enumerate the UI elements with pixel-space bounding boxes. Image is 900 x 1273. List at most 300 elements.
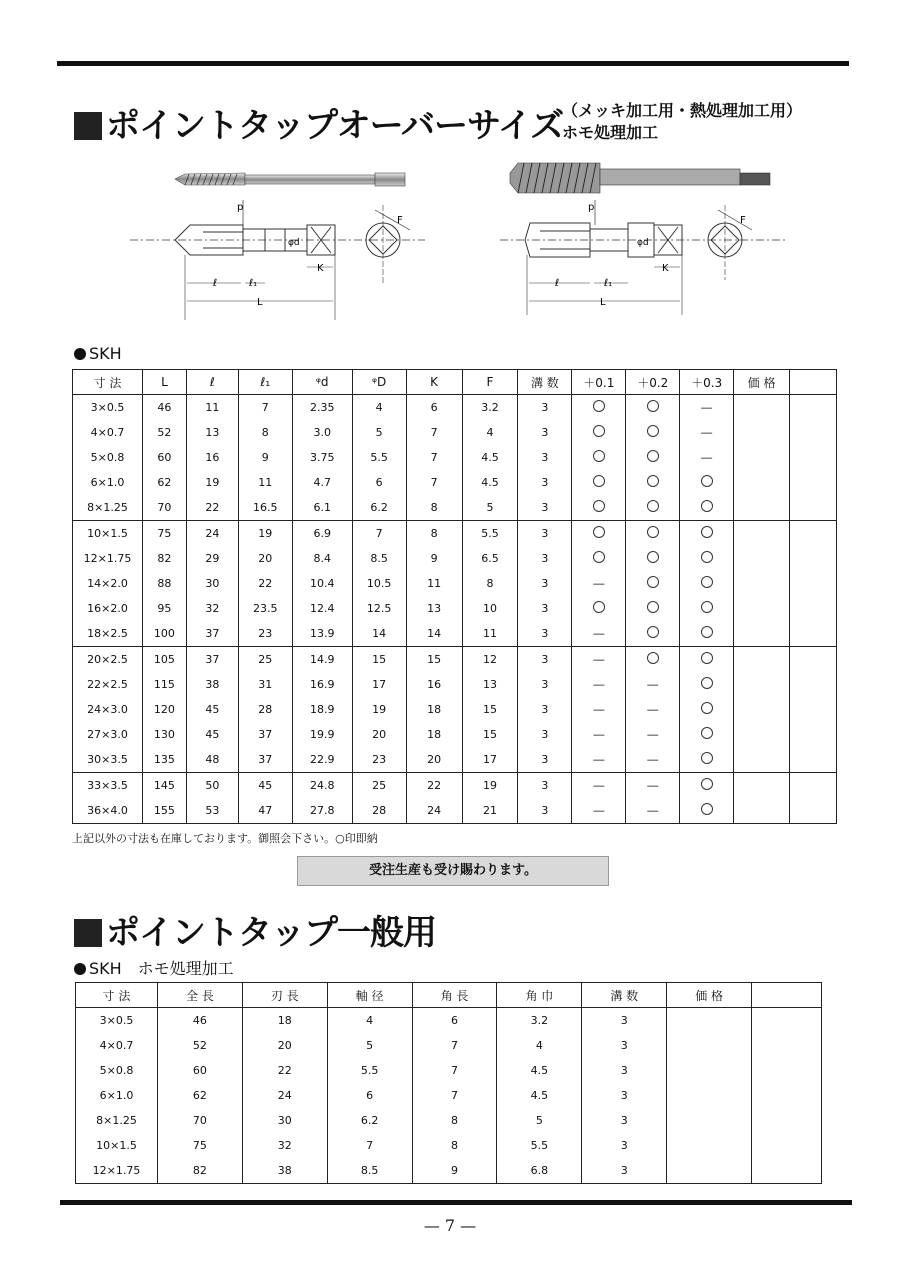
column-header: 軸 径 bbox=[327, 983, 412, 1008]
table-cell bbox=[734, 596, 790, 621]
column-header: 全 長 bbox=[157, 983, 242, 1008]
in-stock-circle-icon bbox=[701, 576, 713, 588]
table-row bbox=[73, 697, 837, 722]
table-cell bbox=[752, 1033, 822, 1058]
table-cell bbox=[734, 747, 790, 773]
table-cell: 3.0 bbox=[292, 420, 352, 445]
table-cell: 2.35 bbox=[292, 395, 352, 421]
table-cell: 19.9 bbox=[292, 722, 352, 747]
table-cell: 7 bbox=[238, 395, 292, 421]
table-cell: ― bbox=[626, 722, 680, 747]
table-cell bbox=[680, 470, 734, 495]
in-stock-circle-icon bbox=[647, 652, 659, 664]
table-cell bbox=[626, 395, 680, 421]
table-cell: 8 bbox=[412, 1108, 497, 1133]
table-cell: 60 bbox=[157, 1058, 242, 1083]
table-cell: 10×1.5 bbox=[73, 521, 143, 547]
heading2-text: ポイントタップ一般用 bbox=[106, 913, 436, 953]
table-cell: 10 bbox=[462, 596, 518, 621]
table-cell bbox=[752, 1133, 822, 1158]
in-stock-circle-icon bbox=[647, 551, 659, 563]
in-stock-circle-icon bbox=[701, 500, 713, 512]
table-row bbox=[73, 546, 837, 571]
table-cell bbox=[790, 420, 837, 445]
table-cell: 12×1.75 bbox=[73, 546, 143, 571]
table-cell: 27.8 bbox=[292, 798, 352, 824]
in-stock-circle-icon bbox=[701, 475, 713, 487]
table-cell: 3.75 bbox=[292, 445, 352, 470]
table-cell: 6.2 bbox=[327, 1108, 412, 1133]
table-cell bbox=[790, 697, 837, 722]
table-cell: 4.7 bbox=[292, 470, 352, 495]
table-cell: 7 bbox=[352, 521, 406, 547]
in-stock-circle-icon bbox=[593, 475, 605, 487]
column-header: ＋0.3 bbox=[680, 370, 734, 395]
table-cell: 4 bbox=[462, 420, 518, 445]
bottom-rule bbox=[60, 1200, 852, 1205]
column-header: 刃 長 bbox=[242, 983, 327, 1008]
square-bullet-icon bbox=[74, 112, 102, 140]
table-cell: 6.2 bbox=[352, 495, 406, 521]
table-cell: 18 bbox=[242, 1008, 327, 1034]
in-stock-circle-icon bbox=[701, 727, 713, 739]
table-cell: 4 bbox=[327, 1008, 412, 1034]
in-stock-circle-icon bbox=[701, 752, 713, 764]
table-cell: 11 bbox=[406, 571, 462, 596]
table-row bbox=[76, 1133, 822, 1158]
label-F-left: F bbox=[397, 215, 403, 226]
table-row bbox=[73, 495, 837, 521]
table-cell: 14×2.0 bbox=[73, 571, 143, 596]
tap-diagram-right bbox=[500, 155, 790, 325]
in-stock-circle-icon bbox=[647, 425, 659, 437]
table-cell: 4×0.7 bbox=[76, 1033, 158, 1058]
tap-diagram-left bbox=[125, 155, 435, 325]
table-cell bbox=[752, 1158, 822, 1184]
table-row bbox=[73, 470, 837, 495]
table-cell: 28 bbox=[238, 697, 292, 722]
table-cell bbox=[680, 521, 734, 547]
table-cell: 27×3.0 bbox=[73, 722, 143, 747]
label-l1-right: ℓ₁ bbox=[604, 278, 613, 289]
table-cell: 5 bbox=[352, 420, 406, 445]
table-cell: 3 bbox=[582, 1133, 667, 1158]
column-header: L bbox=[142, 370, 186, 395]
table-cell: 88 bbox=[142, 571, 186, 596]
table-cell bbox=[680, 596, 734, 621]
table-cell: 7 bbox=[412, 1058, 497, 1083]
table-cell: 12×1.75 bbox=[76, 1158, 158, 1184]
table-cell: 5×0.8 bbox=[76, 1058, 158, 1083]
table-cell: 38 bbox=[186, 672, 238, 697]
table-cell: 32 bbox=[186, 596, 238, 621]
table-cell bbox=[790, 747, 837, 773]
table-cell: 3 bbox=[518, 672, 572, 697]
table-cell: 7 bbox=[327, 1133, 412, 1158]
table-cell bbox=[680, 697, 734, 722]
in-stock-circle-icon bbox=[701, 526, 713, 538]
column-header: ᵠd bbox=[292, 370, 352, 395]
label-F-right: F bbox=[740, 215, 746, 226]
table-cell: 15 bbox=[462, 722, 518, 747]
table-cell bbox=[680, 773, 734, 799]
table-cell: 17 bbox=[462, 747, 518, 773]
table-cell: 45 bbox=[186, 697, 238, 722]
table-cell: 3 bbox=[582, 1008, 667, 1034]
table-cell bbox=[790, 521, 837, 547]
table-cell bbox=[734, 621, 790, 647]
in-stock-circle-icon bbox=[701, 803, 713, 815]
table-cell: 22 bbox=[238, 571, 292, 596]
table-cell: ― bbox=[572, 722, 626, 747]
table-cell: 13 bbox=[186, 420, 238, 445]
table-cell: ― bbox=[572, 798, 626, 824]
table-cell bbox=[667, 1083, 752, 1108]
table-cell: 20 bbox=[238, 546, 292, 571]
table-cell bbox=[680, 647, 734, 673]
table-row bbox=[76, 1083, 822, 1108]
heading-point-tap-general bbox=[74, 905, 436, 954]
in-stock-circle-icon bbox=[647, 626, 659, 638]
table-cell: 5.5 bbox=[462, 521, 518, 547]
table-cell bbox=[734, 546, 790, 571]
table-cell: 13 bbox=[406, 596, 462, 621]
in-stock-circle-icon bbox=[593, 551, 605, 563]
table-cell: 25 bbox=[352, 773, 406, 799]
table-row bbox=[73, 621, 837, 647]
table-cell bbox=[680, 722, 734, 747]
table-cell bbox=[680, 571, 734, 596]
table-cell bbox=[626, 621, 680, 647]
table-cell bbox=[734, 773, 790, 799]
table-row bbox=[73, 722, 837, 747]
table-cell bbox=[572, 420, 626, 445]
table-cell: 22.9 bbox=[292, 747, 352, 773]
table-row bbox=[73, 747, 837, 773]
column-header: ℓ₁ bbox=[238, 370, 292, 395]
table-cell: 24 bbox=[406, 798, 462, 824]
table-cell: 10.4 bbox=[292, 571, 352, 596]
table-cell: 37 bbox=[238, 747, 292, 773]
table-cell: ― bbox=[572, 672, 626, 697]
table-cell: 45 bbox=[186, 722, 238, 747]
table-cell: 22 bbox=[406, 773, 462, 799]
table-cell: 10.5 bbox=[352, 571, 406, 596]
in-stock-circle-icon bbox=[701, 677, 713, 689]
table-cell bbox=[734, 395, 790, 421]
table-cell: 6×1.0 bbox=[73, 470, 143, 495]
table-cell bbox=[680, 672, 734, 697]
in-stock-circle-icon bbox=[593, 601, 605, 613]
in-stock-circle-icon bbox=[647, 526, 659, 538]
table-cell: 6.1 bbox=[292, 495, 352, 521]
table-cell: 9 bbox=[238, 445, 292, 470]
table-cell: 4.5 bbox=[462, 470, 518, 495]
table-cell: 14 bbox=[352, 621, 406, 647]
table-cell: 75 bbox=[142, 521, 186, 547]
table-cell: 46 bbox=[157, 1008, 242, 1034]
table-cell bbox=[734, 470, 790, 495]
table-cell bbox=[790, 722, 837, 747]
table-cell: 3 bbox=[518, 621, 572, 647]
table-cell: 4.5 bbox=[462, 445, 518, 470]
table-cell: 30 bbox=[186, 571, 238, 596]
heading1-subtitle-homo: ホモ処理加工 bbox=[562, 123, 659, 142]
table-cell: 18×2.5 bbox=[73, 621, 143, 647]
table-cell bbox=[752, 1058, 822, 1083]
oversize-spec-table bbox=[72, 369, 837, 824]
table-cell bbox=[572, 395, 626, 421]
heading1-subtitle-plating: （メッキ加工用・熱処理加工用） bbox=[562, 101, 803, 120]
table-cell: 36×4.0 bbox=[73, 798, 143, 824]
table-cell bbox=[734, 647, 790, 673]
table-cell: 18.9 bbox=[292, 697, 352, 722]
table-row bbox=[73, 596, 837, 621]
table-cell: 22 bbox=[186, 495, 238, 521]
column-header: 角 巾 bbox=[497, 983, 582, 1008]
table-cell: 8×1.25 bbox=[76, 1108, 158, 1133]
table-cell: 45 bbox=[238, 773, 292, 799]
table-cell: 33×3.5 bbox=[73, 773, 143, 799]
table-cell bbox=[680, 495, 734, 521]
table-cell bbox=[572, 470, 626, 495]
table-cell: ― bbox=[626, 672, 680, 697]
table-cell: 12 bbox=[462, 647, 518, 673]
table-cell: 5 bbox=[462, 495, 518, 521]
table-row bbox=[73, 798, 837, 824]
table-cell: 3×0.5 bbox=[76, 1008, 158, 1034]
table-cell bbox=[790, 546, 837, 571]
table-cell: 120 bbox=[142, 697, 186, 722]
section-skh-homo-label bbox=[74, 956, 234, 979]
table-cell: 53 bbox=[186, 798, 238, 824]
table-cell: 4 bbox=[352, 395, 406, 421]
in-stock-circle-icon bbox=[593, 400, 605, 412]
table-cell: 5 bbox=[327, 1033, 412, 1058]
general-spec-table bbox=[75, 982, 822, 1184]
table-cell: 75 bbox=[157, 1133, 242, 1158]
table-cell: 11 bbox=[186, 395, 238, 421]
table-cell bbox=[626, 495, 680, 521]
table-cell: 9 bbox=[406, 546, 462, 571]
table-cell: ― bbox=[680, 420, 734, 445]
table-cell: 52 bbox=[157, 1033, 242, 1058]
table-cell: ― bbox=[572, 697, 626, 722]
table-cell: 20×2.5 bbox=[73, 647, 143, 673]
table-cell: 5.5 bbox=[327, 1058, 412, 1083]
table-cell: 15 bbox=[352, 647, 406, 673]
table-cell bbox=[790, 672, 837, 697]
table-cell: 21 bbox=[462, 798, 518, 824]
column-header bbox=[752, 983, 822, 1008]
table-cell bbox=[734, 495, 790, 521]
label-K-right: K bbox=[662, 263, 669, 274]
in-stock-circle-icon bbox=[647, 450, 659, 462]
table-cell bbox=[626, 470, 680, 495]
table-cell: 37 bbox=[238, 722, 292, 747]
in-stock-circle-icon bbox=[593, 450, 605, 462]
table-cell: 135 bbox=[142, 747, 186, 773]
table-cell: 22×2.5 bbox=[73, 672, 143, 697]
in-stock-circle-icon bbox=[647, 500, 659, 512]
table-cell: 70 bbox=[157, 1108, 242, 1133]
table-cell: 6.9 bbox=[292, 521, 352, 547]
label-d-right: φd bbox=[637, 238, 649, 248]
table-row bbox=[73, 672, 837, 697]
table-cell: 48 bbox=[186, 747, 238, 773]
table-cell: 3 bbox=[518, 546, 572, 571]
table-cell: 3 bbox=[582, 1083, 667, 1108]
table-cell bbox=[667, 1058, 752, 1083]
table-cell: 3 bbox=[518, 722, 572, 747]
table-cell bbox=[734, 445, 790, 470]
table1-header-row bbox=[73, 370, 837, 395]
table-row bbox=[73, 571, 837, 596]
table-row bbox=[73, 445, 837, 470]
table-row bbox=[73, 395, 837, 421]
table-cell: 19 bbox=[238, 521, 292, 547]
table-cell: 29 bbox=[186, 546, 238, 571]
table-cell: 23.5 bbox=[238, 596, 292, 621]
table-cell: 3 bbox=[582, 1058, 667, 1083]
table-cell bbox=[790, 445, 837, 470]
table-cell: 3 bbox=[518, 747, 572, 773]
table-cell: 19 bbox=[186, 470, 238, 495]
table-cell: 20 bbox=[406, 747, 462, 773]
table-cell: 8 bbox=[406, 521, 462, 547]
table-cell: 3 bbox=[518, 773, 572, 799]
column-header: 寸 法 bbox=[73, 370, 143, 395]
table-cell: 62 bbox=[157, 1083, 242, 1108]
table-cell: 8.4 bbox=[292, 546, 352, 571]
table-cell: 31 bbox=[238, 672, 292, 697]
table-cell bbox=[572, 546, 626, 571]
table-cell: 24 bbox=[186, 521, 238, 547]
table-cell: ― bbox=[680, 395, 734, 421]
table-cell: 11 bbox=[238, 470, 292, 495]
table-cell: 12.5 bbox=[352, 596, 406, 621]
table-cell: 95 bbox=[142, 596, 186, 621]
table-cell: 3 bbox=[518, 697, 572, 722]
table-cell: 18 bbox=[406, 722, 462, 747]
table-cell: 6×1.0 bbox=[76, 1083, 158, 1108]
in-stock-circle-icon bbox=[593, 526, 605, 538]
table-cell: 23 bbox=[352, 747, 406, 773]
table-cell: 8.5 bbox=[352, 546, 406, 571]
in-stock-circle-icon bbox=[701, 778, 713, 790]
table-cell bbox=[680, 546, 734, 571]
table-cell: 37 bbox=[186, 647, 238, 673]
table-cell: 22 bbox=[242, 1058, 327, 1083]
in-stock-circle-icon bbox=[593, 500, 605, 512]
table-cell: 130 bbox=[142, 722, 186, 747]
table-cell bbox=[752, 1108, 822, 1133]
table-cell bbox=[734, 722, 790, 747]
table-cell: 14.9 bbox=[292, 647, 352, 673]
table-cell bbox=[790, 495, 837, 521]
table-cell: 3 bbox=[518, 420, 572, 445]
column-header: 溝 数 bbox=[518, 370, 572, 395]
table-cell bbox=[734, 672, 790, 697]
table-cell: 6 bbox=[412, 1008, 497, 1034]
table-cell: 3 bbox=[582, 1033, 667, 1058]
table-cell: ― bbox=[626, 747, 680, 773]
table-row bbox=[76, 1108, 822, 1133]
table-cell: 5×0.8 bbox=[73, 445, 143, 470]
table-cell: ― bbox=[572, 647, 626, 673]
stock-note: 上記以外の寸法も在庫しております。御照会下さい。○印即納 bbox=[72, 832, 378, 845]
column-header: 寸 法 bbox=[76, 983, 158, 1008]
table-cell: 16.9 bbox=[292, 672, 352, 697]
table-cell: 62 bbox=[142, 470, 186, 495]
table-cell bbox=[790, 470, 837, 495]
table-cell: 82 bbox=[142, 546, 186, 571]
table-cell: 3 bbox=[518, 395, 572, 421]
table-row bbox=[76, 1158, 822, 1184]
table-cell bbox=[790, 647, 837, 673]
table-cell: 8 bbox=[238, 420, 292, 445]
in-stock-circle-icon bbox=[647, 601, 659, 613]
column-header bbox=[790, 370, 837, 395]
table-cell: 7 bbox=[412, 1083, 497, 1108]
table-cell: ― bbox=[626, 773, 680, 799]
table-cell: 6.5 bbox=[462, 546, 518, 571]
table-cell: 13 bbox=[462, 672, 518, 697]
table-cell: 7 bbox=[412, 1033, 497, 1058]
table-cell: 8 bbox=[412, 1133, 497, 1158]
table-cell: 3 bbox=[582, 1108, 667, 1133]
table-cell: 20 bbox=[242, 1033, 327, 1058]
table-cell: 6 bbox=[352, 470, 406, 495]
table-cell: 60 bbox=[142, 445, 186, 470]
table-cell bbox=[626, 647, 680, 673]
table-cell: 16.5 bbox=[238, 495, 292, 521]
table-cell: 18 bbox=[406, 697, 462, 722]
table-cell: 3 bbox=[518, 470, 572, 495]
label-L-left: L bbox=[257, 297, 263, 308]
table-cell bbox=[667, 1158, 752, 1184]
table-cell: 46 bbox=[142, 395, 186, 421]
table-cell: 30 bbox=[242, 1108, 327, 1133]
table-cell: 70 bbox=[142, 495, 186, 521]
table-cell: 7 bbox=[406, 420, 462, 445]
label-L-right: L bbox=[600, 297, 606, 308]
table-cell: 115 bbox=[142, 672, 186, 697]
in-stock-circle-icon bbox=[701, 551, 713, 563]
table-cell: 52 bbox=[142, 420, 186, 445]
table-cell: 38 bbox=[242, 1158, 327, 1184]
table-cell bbox=[626, 445, 680, 470]
in-stock-circle-icon bbox=[647, 400, 659, 412]
table-cell: 24 bbox=[242, 1083, 327, 1108]
table-cell: 3 bbox=[518, 798, 572, 824]
table-cell bbox=[626, 521, 680, 547]
table-cell: 3×0.5 bbox=[73, 395, 143, 421]
bullet-dot-icon bbox=[74, 348, 86, 360]
table-cell bbox=[790, 571, 837, 596]
table-cell bbox=[667, 1033, 752, 1058]
table-cell bbox=[790, 596, 837, 621]
table-cell: 16 bbox=[186, 445, 238, 470]
column-header: F bbox=[462, 370, 518, 395]
table-cell: 50 bbox=[186, 773, 238, 799]
in-stock-circle-icon bbox=[647, 576, 659, 588]
table-row bbox=[73, 420, 837, 445]
column-header: 溝 数 bbox=[582, 983, 667, 1008]
table-cell bbox=[626, 546, 680, 571]
in-stock-circle-icon bbox=[701, 652, 713, 664]
page-number: — 7 — bbox=[423, 1216, 477, 1235]
